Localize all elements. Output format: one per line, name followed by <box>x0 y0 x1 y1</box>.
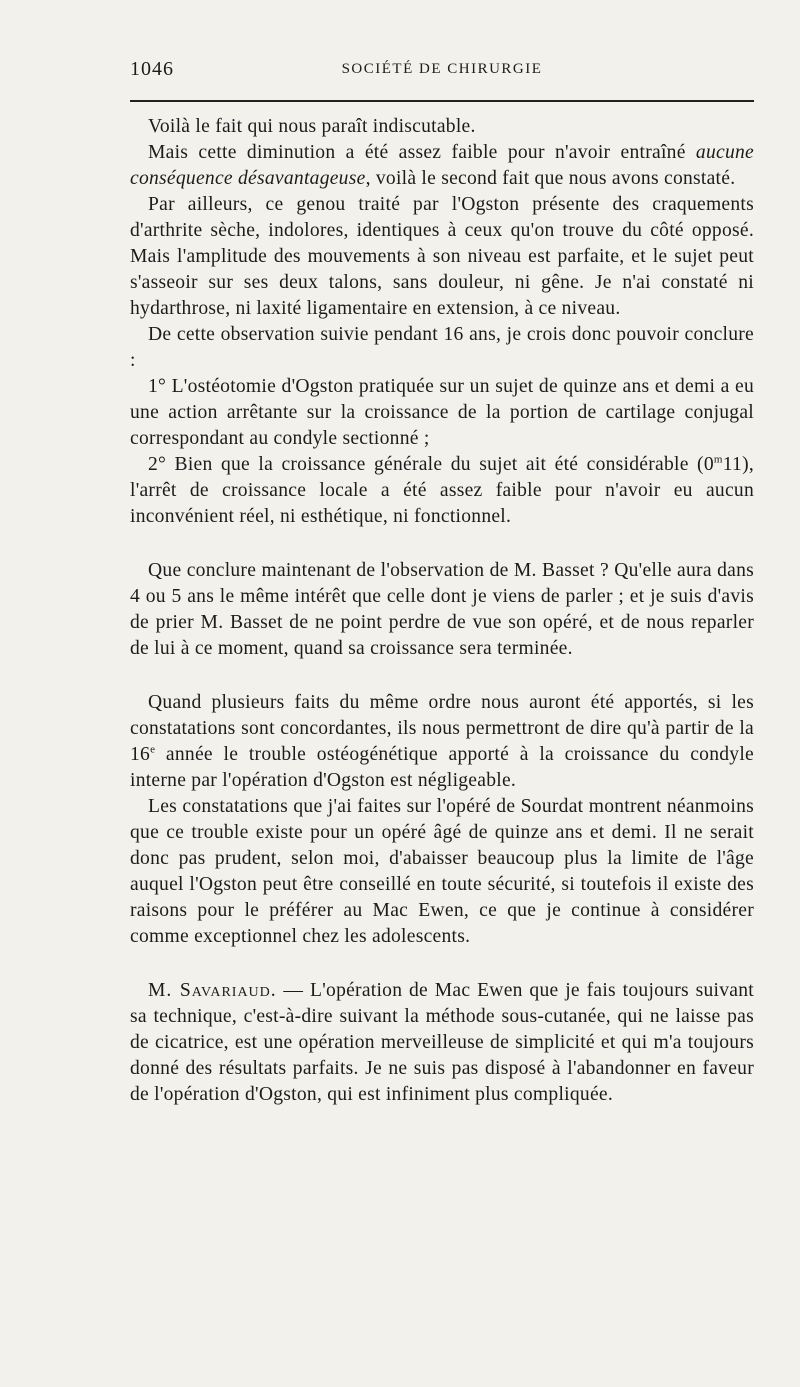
paragraph-2 <box>130 140 754 192</box>
paragraph-8-text-end: année le trouble ostéogénétique apporté à la croissance du condyle interne par l'opération d'Ogston est négligeable. <box>130 744 754 791</box>
paragraph-2-text-start: Mais cette diminution a été assez faible pour n'avoir entraîné <box>148 142 696 163</box>
section-gap <box>130 662 754 690</box>
section-gap <box>130 950 754 978</box>
conclusion-1: 1° L'ostéotomie d'Ogston pratiquée sur un sujet de quinze ans et demi a eu une action arrêtante sur la croissance de la portion de cartilage conjugal correspondant au condyle sectionné ; <box>130 376 754 449</box>
header-rule <box>130 100 754 102</box>
paragraph-2-italic: aucune conséquence désavantageuse <box>130 142 754 189</box>
speaker-text: — L'opération de Mac Ewen que je fais toujours suivant sa technique, c'est-à-dire suivant la méthode sous-cutanée, qui ne laisse pas de cicatrice, est une opération merveilleuse de simplicité et qui m'a toujours donné des résultats parfaits. Je ne suis pas disposé à l'abandonner en faveur de l'opération d'Ogston, qui est infiniment plus compliquée. <box>130 980 754 1105</box>
body-text <box>130 114 754 1108</box>
conclusion-2-text-end: 11), l'arrêt de croissance locale a été assez faible pour n'avoir eu aucun inconvénient réel, ni esthétique, ni fonctionnel. <box>130 454 754 527</box>
conclusion-2-text-start: 2° Bien que la croissance générale du sujet ait été considérable (0 <box>148 454 714 475</box>
paragraph-4: De cette observation suivie pendant 16 ans, je crois donc pouvoir conclure : <box>130 324 754 371</box>
paragraph-2-text-end: , voilà le second fait que nous avons constaté. <box>365 168 736 189</box>
speaker-name: M. Savariaud. <box>148 980 277 1001</box>
paragraph-8-superscript: e <box>150 743 156 756</box>
paragraph-8-text-start: Quand plusieurs faits du même ordre nous auront été apportés, si les constatations sont concordantes, ils nous permettront de dire qu'à partir de la 16 <box>130 692 754 765</box>
conclusion-2-superscript: m <box>713 453 723 466</box>
paragraph-3: Par ailleurs, ce genou traité par l'Ogston présente des craquements d'arthrite sèche, indolores, identiques à ceux qu'on trouve du côté opposé. Mais l'amplitude des mouvements à son niveau est parfaite, et le sujet peut s'asseoir sur ses deux talons, sans douleur, ni gêne. Je n'ai constaté ni hydarthrose, ni laxité ligamentaire en extension, à ce niveau. <box>130 194 754 319</box>
section-gap <box>130 530 754 558</box>
paragraph-9: Les constatations que j'ai faites sur l'opéré de Sourdat montrent néanmoins que ce trouble existe pour un opéré âgé de quinze ans et demi. Il ne serait donc pas prudent, selon moi, d'abaisser beaucoup plus la limite de l'âge auquel l'Ogston peut être conseillé en toute sécurité, si toutefois il existe des raisons pour le préférer au Mac Ewen, ce que je continue à considérer comme exceptionnel chez les adolescents. <box>130 796 754 947</box>
page-number: 1046 <box>130 58 174 80</box>
running-title: SOCIÉTÉ DE CHIRURGIE <box>341 61 543 77</box>
paragraph-7: Que conclure maintenant de l'observation de M. Basset ? Qu'elle aura dans 4 ou 5 ans le même intérêt que celle dont je viens de parler ; et je suis d'avis de prier M. Basset de ne point perdre de vue son opéré, et de nous reparler de lui à ce moment, quand sa croissance sera terminée. <box>130 560 754 659</box>
paragraph-savariaud <box>130 978 754 1108</box>
paragraph-1: Voilà le fait qui nous paraît indiscutable. <box>148 116 476 137</box>
conclusion-2 <box>130 452 754 530</box>
paragraph-8 <box>130 690 754 794</box>
page-header <box>130 58 754 88</box>
